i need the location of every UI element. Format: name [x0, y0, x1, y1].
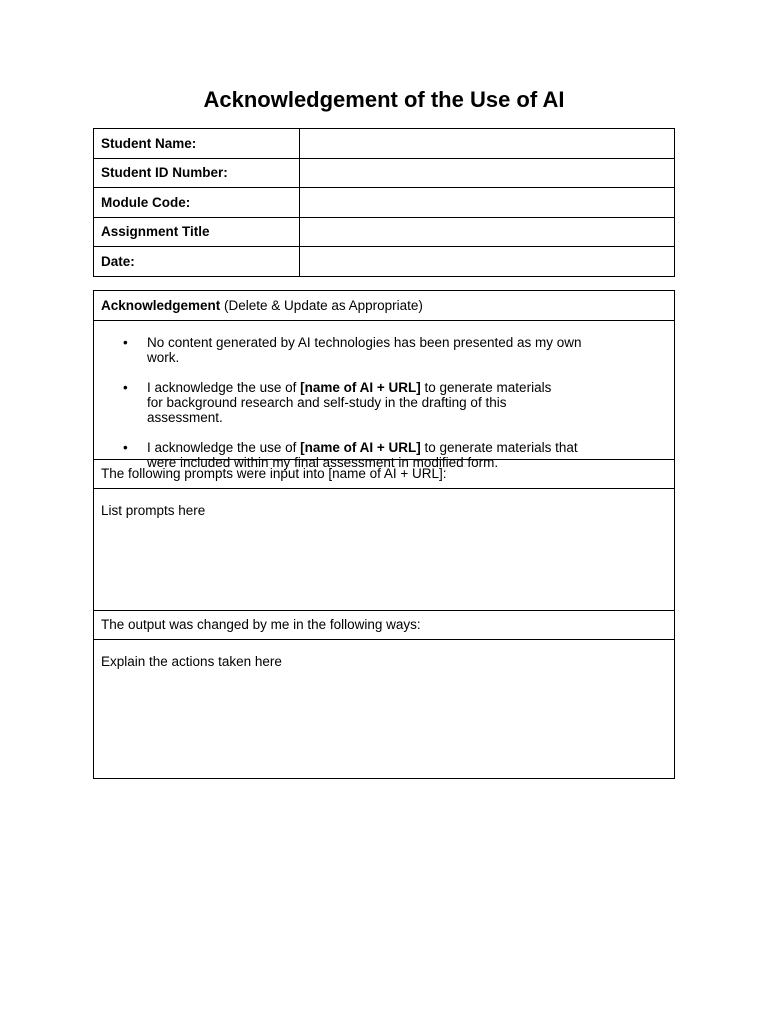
option-text: I acknowledge the use of — [147, 380, 301, 395]
date-label: Date: — [94, 247, 300, 277]
date-row — [94, 247, 675, 277]
module-code-label: Module Code: — [94, 188, 300, 218]
changes-label: The output was changed by me in the following ways: — [94, 611, 674, 640]
acknowledgement-option-no-ai[interactable] — [101, 335, 667, 365]
acknowledgement-table — [93, 290, 675, 779]
prompts-placeholder: List prompts here — [101, 503, 206, 518]
acknowledgement-heading-note: (Delete & Update as Appropriate) — [220, 298, 423, 313]
bullet-icon: • — [123, 440, 128, 455]
acknowledgement-options — [94, 321, 674, 470]
acknowledgement-heading-bold: Acknowledgement — [101, 298, 221, 313]
option-text-rest: to generate materials for background research and self-study in the drafting of this assessment. — [147, 380, 552, 425]
option-text-rest: to generate materials that were included within my final assessment in modified form. — [147, 440, 578, 470]
option-text: I acknowledge the use of — [147, 440, 301, 455]
module-code-field[interactable] — [300, 188, 675, 218]
acknowledgement-option-research[interactable] — [101, 380, 667, 425]
prompts-field[interactable] — [94, 489, 674, 611]
prompts-label: The following prompts were input into [name of AI + URL]: — [94, 460, 674, 489]
student-name-row — [94, 129, 675, 159]
date-field[interactable] — [300, 247, 675, 277]
module-code-row — [94, 188, 675, 218]
student-id-label: Student ID Number: — [94, 158, 300, 188]
option-text-bold: [name of AI + URL] — [300, 380, 421, 395]
student-name-field[interactable] — [300, 129, 675, 159]
bullet-icon: • — [123, 335, 128, 350]
assignment-title-field[interactable] — [300, 217, 675, 247]
assignment-title-label: Assignment Title — [94, 217, 300, 247]
student-info-table — [93, 128, 675, 277]
page-title: Acknowledgement of the Use of AI — [203, 87, 565, 112]
bullet-icon: • — [123, 380, 128, 395]
option-text: No content generated by AI technologies has been presented as my own work. — [147, 335, 582, 365]
acknowledgement-option-included[interactable] — [101, 440, 667, 470]
changes-placeholder: Explain the actions taken here — [101, 654, 282, 669]
acknowledgement-heading — [94, 291, 674, 321]
student-id-field[interactable] — [300, 158, 675, 188]
option-text-bold: [name of AI + URL] — [300, 440, 421, 455]
student-name-label: Student Name: — [94, 129, 300, 159]
assignment-title-row — [94, 217, 675, 247]
student-id-row — [94, 158, 675, 188]
changes-field[interactable] — [94, 640, 674, 778]
